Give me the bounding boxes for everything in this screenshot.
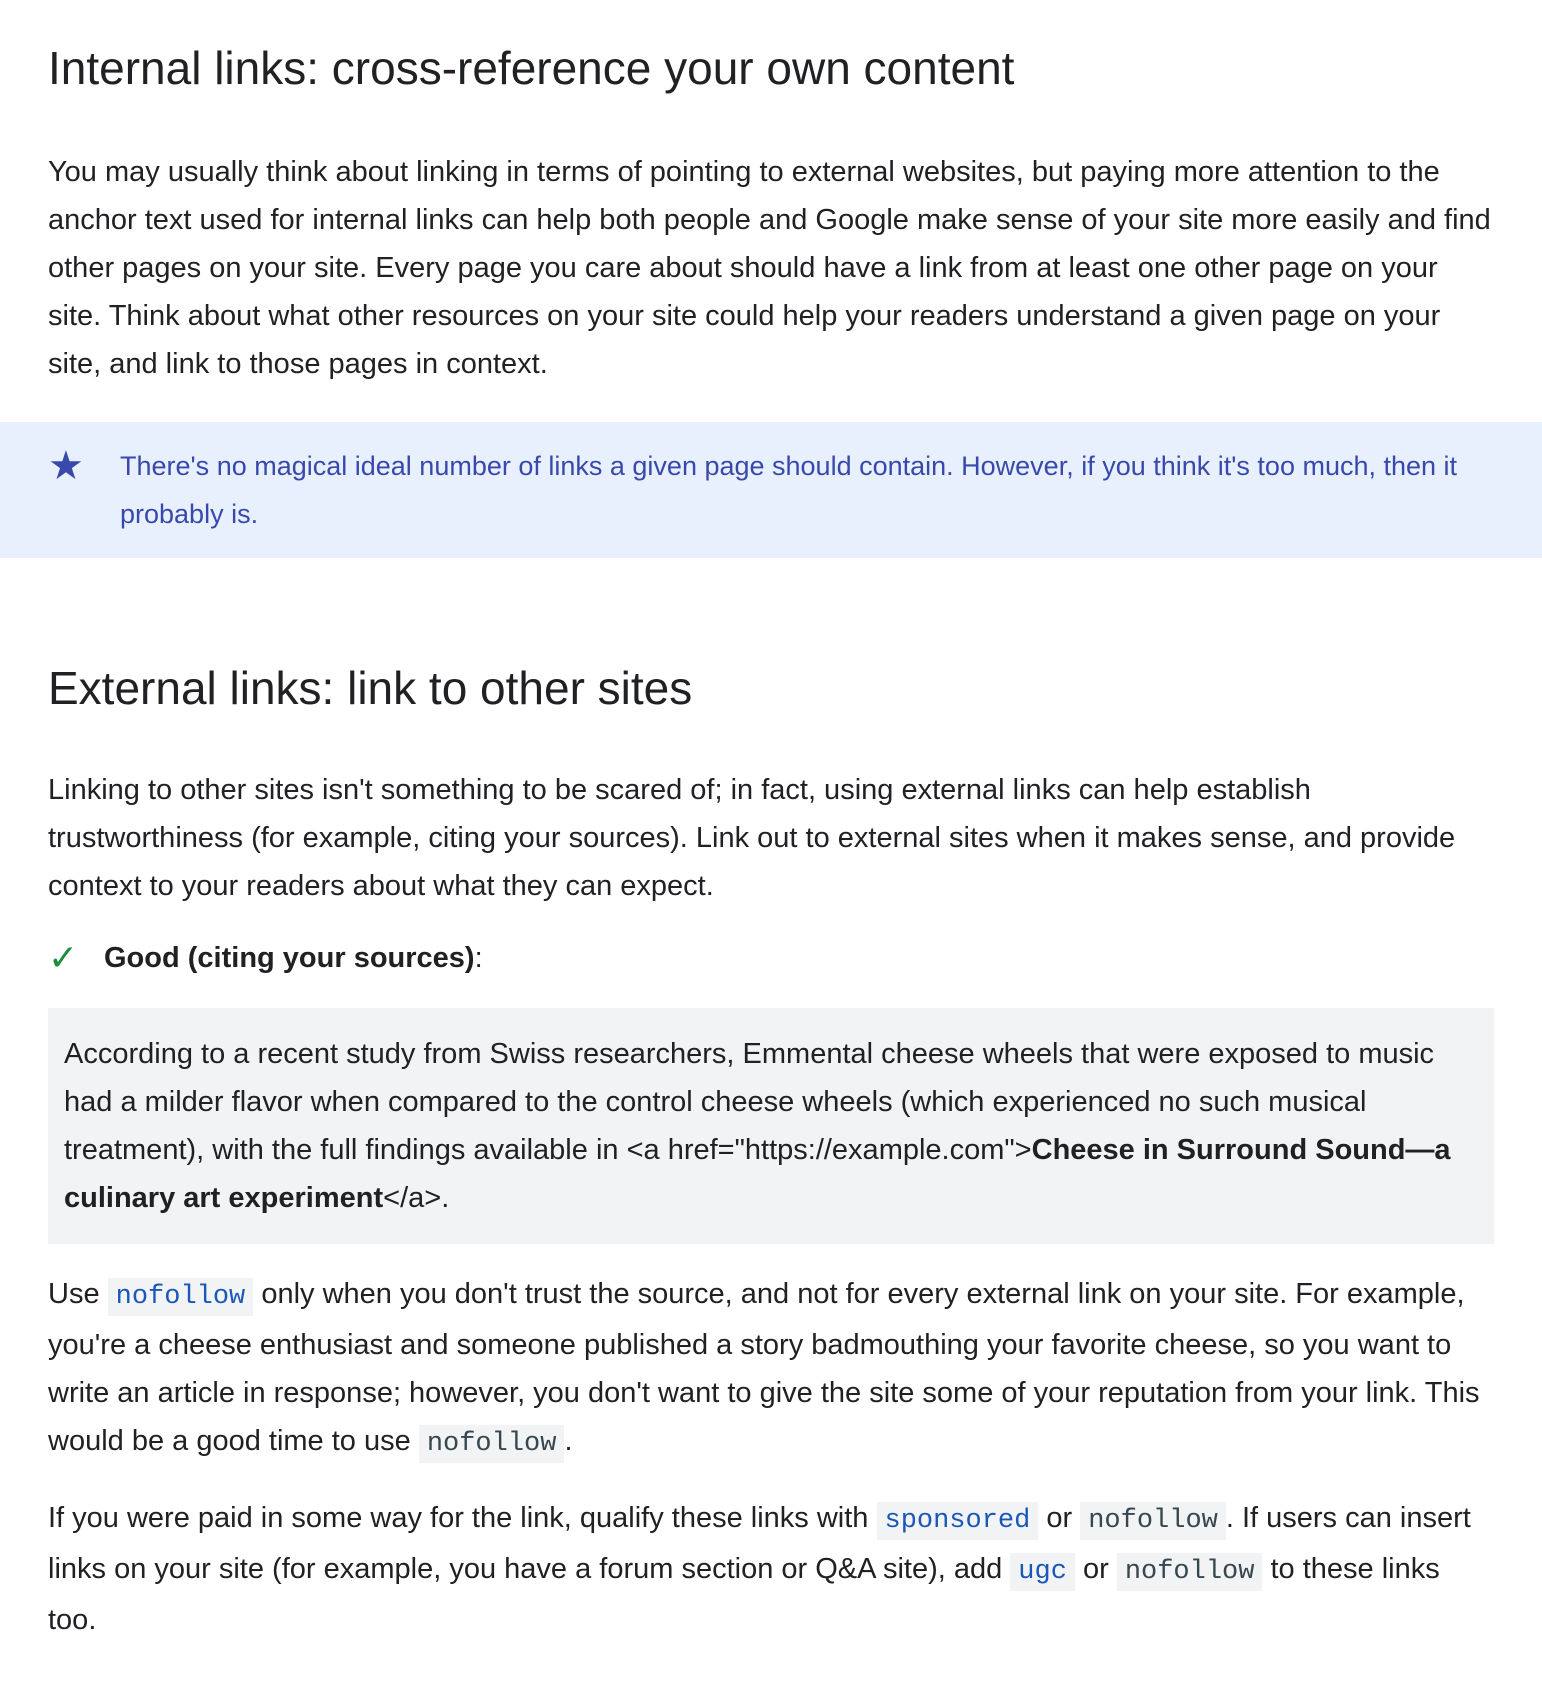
example-bold-text: Cheese in Surround Sound—a culinary art experiment xyxy=(64,1134,1451,1214)
ugc-link[interactable]: ugc xyxy=(1010,1553,1075,1591)
text: . xyxy=(564,1425,573,1457)
paid-links-paragraph xyxy=(48,1494,1494,1644)
nofollow-link[interactable]: nofollow xyxy=(108,1278,254,1316)
nofollow-code: nofollow xyxy=(1117,1553,1263,1591)
text: If you were paid in some way for the link, qualify these links with xyxy=(48,1502,877,1534)
example-code-block xyxy=(48,1008,1494,1244)
check-icon: ✓ xyxy=(48,937,79,978)
nofollow-code: nofollow xyxy=(1080,1502,1226,1540)
text: Use xyxy=(48,1278,108,1310)
external-links-heading: External links: link to other sites xyxy=(48,662,693,714)
tip-callout xyxy=(0,422,1542,558)
sponsored-link[interactable]: sponsored xyxy=(877,1502,1039,1540)
text: or xyxy=(1038,1502,1081,1534)
text: or xyxy=(1074,1553,1117,1585)
text: only when you don't trust the source, and not for every external link on your site. For example, you're a cheese enthusiast and someone published a story badmouthing your favorite cheese, so you want to write an article in response; however, you don't want to give the site some of your reputation from your link. This would be a good time to use xyxy=(48,1278,1480,1457)
text: to these links too. xyxy=(48,1553,1440,1636)
internal-links-paragraph: You may usually think about linking in terms of pointing to external websites, but paying more attention to the anchor text used for internal links can help both people and Google make sense of your site more easily and find other pages on your site. Every page you care about should have a link from at least one other page on your site. Think about what other resources on your site could help your readers understand a given page on your site, and link to those pages in context. xyxy=(48,156,1491,380)
good-label: Good (citing your sources) xyxy=(104,942,475,974)
internal-links-heading: Internal links: cross-reference your own content xyxy=(48,42,1015,94)
external-links-paragraph: Linking to other sites isn't something to be scared of; in fact, using external links can help establish trustworthiness (for example, citing your sources). Link out to external sites when it makes sense, and provide context to your readers about what they can expect. xyxy=(48,774,1456,902)
example-text-end: </a>. xyxy=(383,1182,450,1214)
nofollow-code: nofollow xyxy=(419,1425,565,1463)
star-icon: ★ xyxy=(48,444,84,488)
example-text: According to a recent study from Swiss researchers, Emmental cheese wheels that were exposed to music had a milder flavor when compared to the control cheese wheels (which experienced no such musical treatment), with the full findings available in <a href="https://example.com"> xyxy=(64,1038,1435,1166)
text: . If users can insert links on your site (for example, you have a forum section or Q&A site), add xyxy=(48,1502,1471,1585)
good-suffix: : xyxy=(474,942,483,974)
tip-text: There's no magical ideal number of links a given page should contain. However, if you think it's too much, then it probably is. xyxy=(120,451,1458,529)
nofollow-paragraph xyxy=(48,1270,1494,1468)
good-example-label xyxy=(48,934,1494,982)
